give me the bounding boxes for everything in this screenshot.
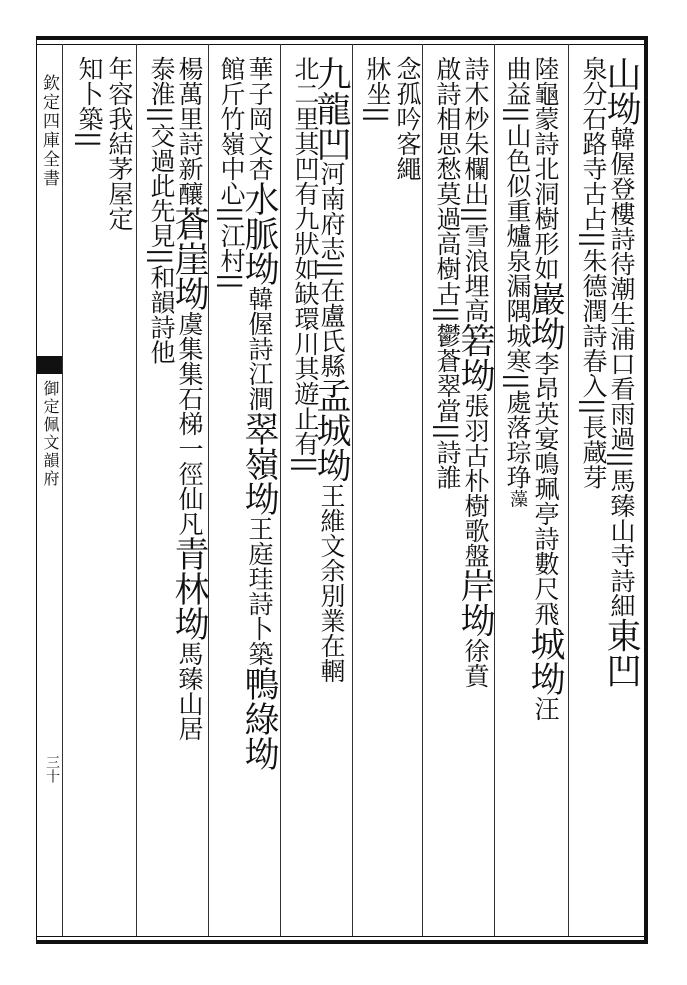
text-segment: 河南府志||在盧氏縣: [317, 161, 346, 378]
headword: 巖坳: [525, 281, 565, 351]
text-segment: 徐賁: [461, 637, 490, 688]
text-segment: 川其遊止有||: [291, 331, 320, 473]
headword: 青林坳: [169, 536, 209, 641]
column-rule: [568, 44, 569, 936]
column-rule: [352, 44, 353, 936]
volume-title: 御定佩文韻府: [41, 380, 60, 488]
text-segment: 江村||: [217, 222, 246, 290]
text-segment: 楊萬里詩新釀: [175, 56, 204, 206]
headword: 山坳: [601, 56, 641, 126]
column-rule: [280, 44, 281, 936]
text-column: [216, 56, 246, 936]
text-column: [74, 56, 104, 936]
text-column: [525, 56, 565, 936]
text-column: [169, 56, 209, 936]
text-segment: 交過此先見||: [147, 122, 176, 265]
text-column: [311, 56, 351, 936]
text-segment: 詩木杪朱欄出||雪浪埋高: [461, 56, 490, 323]
text-column: [146, 56, 176, 936]
text-segment: 泰淮||: [147, 56, 176, 123]
column-rule: [62, 44, 63, 936]
page-number: 三十: [44, 755, 60, 783]
text-segment: 北二里其凹有九狀如缺環: [291, 56, 320, 331]
text-segment: 和韻詩他: [147, 264, 176, 365]
fishtail-mark: [36, 356, 62, 374]
text-segment: 泉漏隅城寒||處落琮琤: [503, 247, 532, 490]
headword: 鴨綠坳: [239, 666, 279, 771]
text-column: [578, 56, 608, 936]
text-segment: 虞集集石梯一徑仙凡: [175, 311, 204, 536]
headword: 岸坳: [455, 567, 495, 638]
text-segment: 汪: [531, 696, 560, 721]
text-column: [392, 56, 422, 936]
frame-top-border: [36, 36, 648, 40]
text-segment: 館斤竹嶺: [217, 56, 246, 156]
column-rule: [422, 44, 423, 936]
column-rule: [494, 44, 495, 936]
headword: 蒼崖坳: [169, 206, 209, 311]
margin-strip: [36, 44, 62, 936]
text-segment: 王維文余別業在輞: [317, 482, 346, 683]
text-column: [432, 56, 462, 936]
headword: 東凹: [601, 617, 641, 688]
frame-bottom-border: [36, 940, 648, 944]
frame-top-inner-rule: [36, 44, 648, 45]
text-segment: 念孤吟客繩: [393, 56, 422, 181]
headword: 箬坳: [455, 322, 495, 393]
headword: 翠嶺坳: [239, 411, 279, 516]
text-segment: 詩誰: [433, 439, 462, 490]
text-segment: 中心||: [217, 156, 246, 223]
text-column: [104, 56, 134, 936]
frame-bottom-inner-rule: [36, 936, 648, 937]
text-segment: 泉分石路寺古占||朱德潤詩春入||長蔵芽: [579, 56, 608, 490]
text-segment: 知卜築||: [75, 56, 104, 148]
text-segment: 年容我結茅屋定: [105, 56, 134, 231]
headword: 九龍凹: [311, 56, 351, 161]
text-segment: 馬臻山居: [175, 641, 204, 741]
text-column: [502, 56, 532, 936]
text-column: [455, 56, 495, 936]
text-segment: 啟詩相思愁莫過高樹古||: [433, 56, 462, 323]
text-column: [239, 56, 279, 936]
text-segment: 牀坐||: [363, 56, 392, 123]
text-column: [290, 56, 320, 936]
text-segment: 陸龜蒙詩北洞樹形如: [531, 56, 560, 281]
text-segment: 韓偓登樓詩待潮生浦口看雨過||馬臻山寺詩細: [607, 126, 636, 618]
text-segment: 華子岡文杏: [245, 56, 274, 181]
text-segment: 藻: [507, 489, 528, 508]
text-column: [601, 56, 641, 936]
column-rule: [136, 44, 137, 936]
frame-right-border: [644, 36, 648, 944]
text-segment: 鬱蒼翠當||: [433, 322, 462, 440]
text-column: [362, 56, 392, 936]
headword: 城坳: [525, 626, 565, 696]
text-segment: 李昂英宴鳴珮亭詩數尺飛: [531, 351, 560, 626]
text-segment: 張羽古朴樹歌盤: [461, 392, 490, 568]
text-segment: 王庭珪詩卜築: [245, 516, 274, 666]
headword: 孟城坳: [311, 377, 351, 483]
text-segment: 韓偓詩江澗: [245, 286, 274, 411]
column-rule: [208, 44, 209, 936]
book-title: 欽定四庫全書: [39, 74, 59, 188]
headword: 水脈坳: [239, 181, 279, 286]
text-segment: 曲益||山色似重爐: [503, 56, 532, 248]
